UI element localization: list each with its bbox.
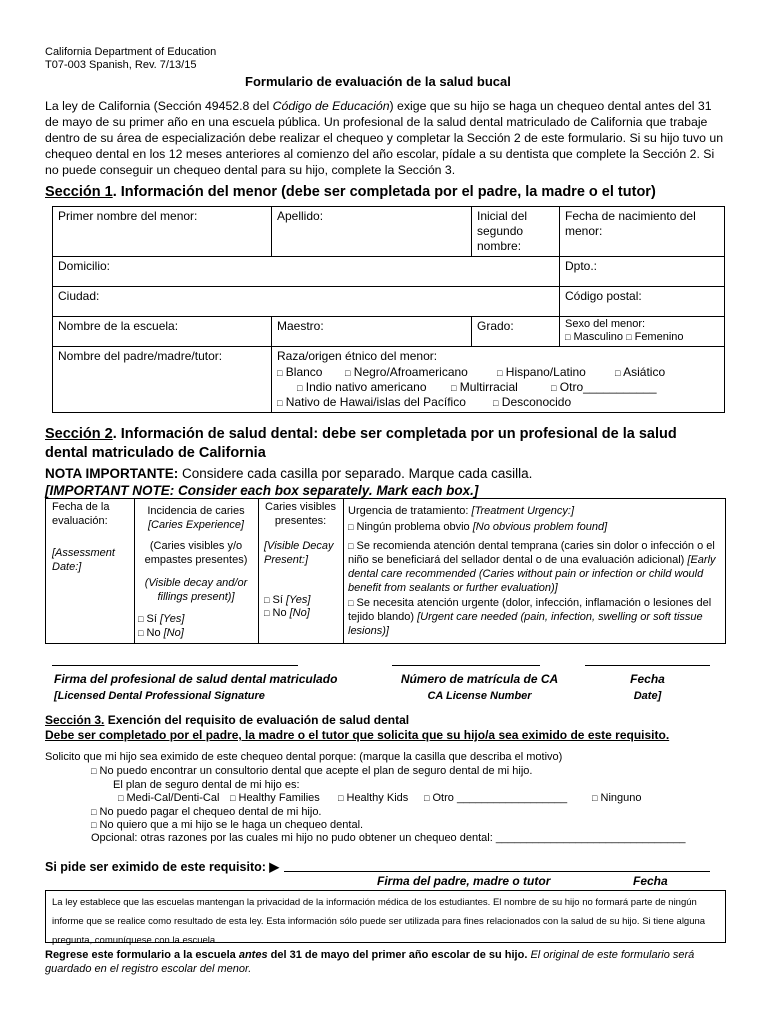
race-hispanic-checkbox[interactable]: □ [497,367,503,378]
sex-label: Sexo del menor: [565,318,646,330]
male-label: Masculino [573,331,624,343]
parent-name-field[interactable]: Nombre del padre/madre/tutor: [53,347,272,413]
option-refuse-checkbox[interactable]: □ [91,820,97,830]
urgency-option-early: □ Se recomienda atención dental temprana (caries sin dolor o infección o el niño se beneficiará del sellador dental o de una evaluación adicional) [Early dental care recommended (Caries without pain or infection or child would benefit from sealants or further evaluation)] [348,540,716,594]
return-instructions: Regrese este formulario a la escuela antes del 31 de mayo del primer año escolar de su hijo. El original de este formulario será guardado en el registro escolar del menor. [45,949,695,975]
exemption-signature-label: Si pide ser eximido de este requisito: ▶ [45,860,279,874]
caries-exp-yes [138,612,184,626]
first-name-field[interactable]: Primer nombre del menor: [53,207,272,257]
dental-signature-line[interactable] [52,665,298,666]
apt-field[interactable]: Dpto.: [560,257,725,287]
race-hispanic-label: Hispano/Latino [505,364,586,379]
exemption-option-cost: □ No puedo pagar el chequeo dental de mi hijo. [91,806,322,818]
exam-date-label: Fecha [630,672,665,686]
teacher-field[interactable]: Maestro: [272,317,472,347]
race-multi-label: Multirracial [459,379,518,394]
license-number-label: Número de matrícula de CA [400,672,559,686]
intro-paragraph: La ley de California (Sección 49452.8 del Código de Educación) exige que su hijo se haga un chequeo dental antes del 31 de mayo de su primer año en una escuela pública. Un profesional de la salud dental matriculado de California que trabaje dentro de su área de especialización debe realizar el chequeo y completar la Sección 2 de este formulario. Si su hijo tuvo un chequeo dental en los 12 meses anteriores al comienzo del año escolar, pídale a su dentista que complete la Sección 2. Si no puede conseguir un chequeo dental para su hijo, complete la Sección 3. [45,99,724,177]
no-label-en: [No] [289,607,310,619]
option-cost-checkbox[interactable]: □ [91,807,97,817]
license-number-line[interactable] [392,665,540,666]
exam-date-label-en: Date] [633,690,662,702]
insurance-plan-label: El plan de seguro dental de mi hijo es: [113,779,300,791]
birth-date-field[interactable]: Fecha de nacimiento del menor: [560,207,725,257]
female-checkbox[interactable]: □ [626,332,632,342]
yes-label: Sí [146,613,160,625]
middle-initial-field[interactable]: Inicial del segundo nombre: [472,207,560,257]
grade-field[interactable]: Grado: [472,317,560,347]
caries-exp-desc-en: (Visible decay and/or fillings present)] [144,577,248,603]
important-note-es: NOTA IMPORTANTE: Considere cada casilla por separado. Marque cada casilla. [45,466,533,481]
race-asian-label: Asiático [623,364,666,379]
race-other-label: Otro___________ [559,379,657,394]
no-label: No [146,627,164,639]
visible-caries-yes [264,593,310,607]
exemption-option-plan: □ No puedo encontrar un consultorio dental que acepte el plan de seguro dental de mi hijo. [91,765,533,777]
sex-field [560,317,725,347]
plan-hf-checkbox[interactable]: □ [230,793,236,803]
race-asian-checkbox[interactable]: □ [615,367,621,378]
license-number-label-en: CA License Number [427,690,532,702]
race-white-checkbox[interactable]: □ [277,367,283,378]
urgency-option-urgent: □ Se necesita atención urgente (dolor, infección, inflamación o lesiones del tejido blando) [Urgent care needed (pain, infection, swelling or soft tissue lesions)] [348,597,712,637]
urgency-none-checkbox[interactable]: □ [348,522,354,532]
exemption-option-refuse: □ No quiero que a mi hijo se le haga un chequeo dental. [91,819,364,831]
yes-label-en: [Yes] [159,613,185,625]
yes-label-en: [Yes] [285,594,311,606]
city-field[interactable]: Ciudad: [53,287,560,317]
section2-heading: Sección 2. Información de salud dental: debe ser completada por un profesional de la salud dental matriculado de California [45,426,677,461]
address-field[interactable]: Domicilio: [53,257,560,287]
race-native-checkbox[interactable]: □ [297,382,303,393]
race-label: Raza/origen étnico del menor: [277,349,438,363]
dental-signature-label: Firma del profesional de salud dental matriculado [54,672,338,686]
important-note-en: [IMPORTANT NOTE: Consider each box separately. Mark each box.] [45,483,479,498]
no-label: No [272,607,290,619]
last-name-field[interactable]: Apellido: [272,207,472,257]
form-id: T07-003 Spanish, Rev. 7/13/15 [45,59,197,71]
arrow-icon: ▶ [269,860,279,874]
urgency-urgent-checkbox[interactable]: □ [348,598,354,608]
visible-caries-yes-checkbox[interactable]: □ [264,595,270,605]
race-black-label: Negro/Afroamericano [353,364,468,379]
agency-name: California Department of Education [45,46,217,58]
eval-date-label: Fecha de la evaluación: [52,501,110,527]
section1-table [52,206,725,413]
dental-signature-label-en: [Licensed Dental Professional Signature [54,690,265,702]
no-label-en: [No] [163,627,184,639]
visible-caries-label: Caries visibles presentes: [265,501,336,527]
section3-subtitle: Debe ser completado por el padre, la madre o el tutor que solicita que su hijo/a sea eximido de este requisito. [45,728,670,742]
section3-heading: Sección 3. Exención del requisito de evaluación de salud dental [45,713,410,727]
optional-reasons[interactable]: Opcional: otras razones por las cuales mi hijo no pudo obtener un chequeo dental: _______________________________ [91,832,686,844]
race-unknown-label: Desconocido [501,394,572,409]
eval-date-label-en: [Assessment Date:] [52,547,115,573]
dental-assessment-box [45,498,726,644]
caries-exp-desc: (Caries visibles y/o empastes presentes) [144,540,248,566]
male-checkbox[interactable]: □ [565,332,571,342]
school-field[interactable]: Nombre de la escuela: [53,317,272,347]
race-native-label: Indio nativo americano [305,379,427,394]
race-pacific-checkbox[interactable]: □ [277,397,283,408]
insurance-plan-options: □ Medi-Cal/Denti-Cal □ Healthy Families □ Healthy Kids □ Otro __________________ □ Ninguno [118,792,642,804]
section1-heading: Sección 1. Información del menor (debe ser completada por el padre, la madre o el tutor) [45,184,656,200]
plan-other-checkbox[interactable]: □ [424,793,430,803]
race-white-label: Blanco [285,364,323,379]
plan-hk-checkbox[interactable]: □ [338,793,344,803]
urgency-label: Urgencia de tratamiento: [Treatment Urgency:] [348,505,575,517]
urgency-early-checkbox[interactable]: □ [348,541,354,551]
race-other-checkbox[interactable]: □ [551,382,557,393]
race-field [272,347,725,413]
privacy-notice: La ley establece que las escuelas mantengan la privacidad de la información médica de los estudiantes. El nombre de su hijo no formará parte de ningún informe que se realice como resultado de esta ley. Esta información sólo puede ser utilizada para fines relacionados con la salud de su hijo. Si tiene alguna pregunta, comuníquese con la escuela. [45,890,726,943]
parent-signature-label: Firma del padre, madre o tutor [377,874,551,888]
caries-exp-no-checkbox[interactable]: □ [138,628,144,638]
race-black-checkbox[interactable]: □ [345,367,351,378]
plan-none-checkbox[interactable]: □ [592,793,598,803]
caries-exp-yes-checkbox[interactable]: □ [138,614,144,624]
visible-caries-label-en: [Visible Decay Present:] [264,540,334,566]
option-plan-checkbox[interactable]: □ [91,766,97,776]
caries-exp-label-en: [Caries Experience] [148,519,244,531]
female-label: Femenino [634,331,684,343]
caries-exp-no [138,626,184,640]
visible-caries-no [264,606,310,620]
caries-exp-label: Incidencia de caries [147,505,245,517]
zip-field[interactable]: Código postal: [560,287,725,317]
urgency-option-none: □ Ningún problema obvio [No obvious problem found] [348,521,608,533]
form-title: Formulario de evaluación de la salud bucal [245,74,511,89]
visible-caries-no-checkbox[interactable]: □ [264,608,270,618]
plan-medi-checkbox[interactable]: □ [118,793,124,803]
exemption-request: Solicito que mi hijo sea eximido de este chequeo dental porque: (marque la casilla que describa el motivo) [45,751,563,763]
yes-label: Sí [272,594,286,606]
parent-signature-line[interactable] [284,871,710,872]
race-unknown-checkbox[interactable]: □ [493,397,499,408]
race-multi-checkbox[interactable]: □ [451,382,457,393]
parent-date-label: Fecha [633,874,668,888]
exam-date-line[interactable] [585,665,710,666]
race-pacific-label: Nativo de Hawai/islas del Pacífico [285,394,466,409]
